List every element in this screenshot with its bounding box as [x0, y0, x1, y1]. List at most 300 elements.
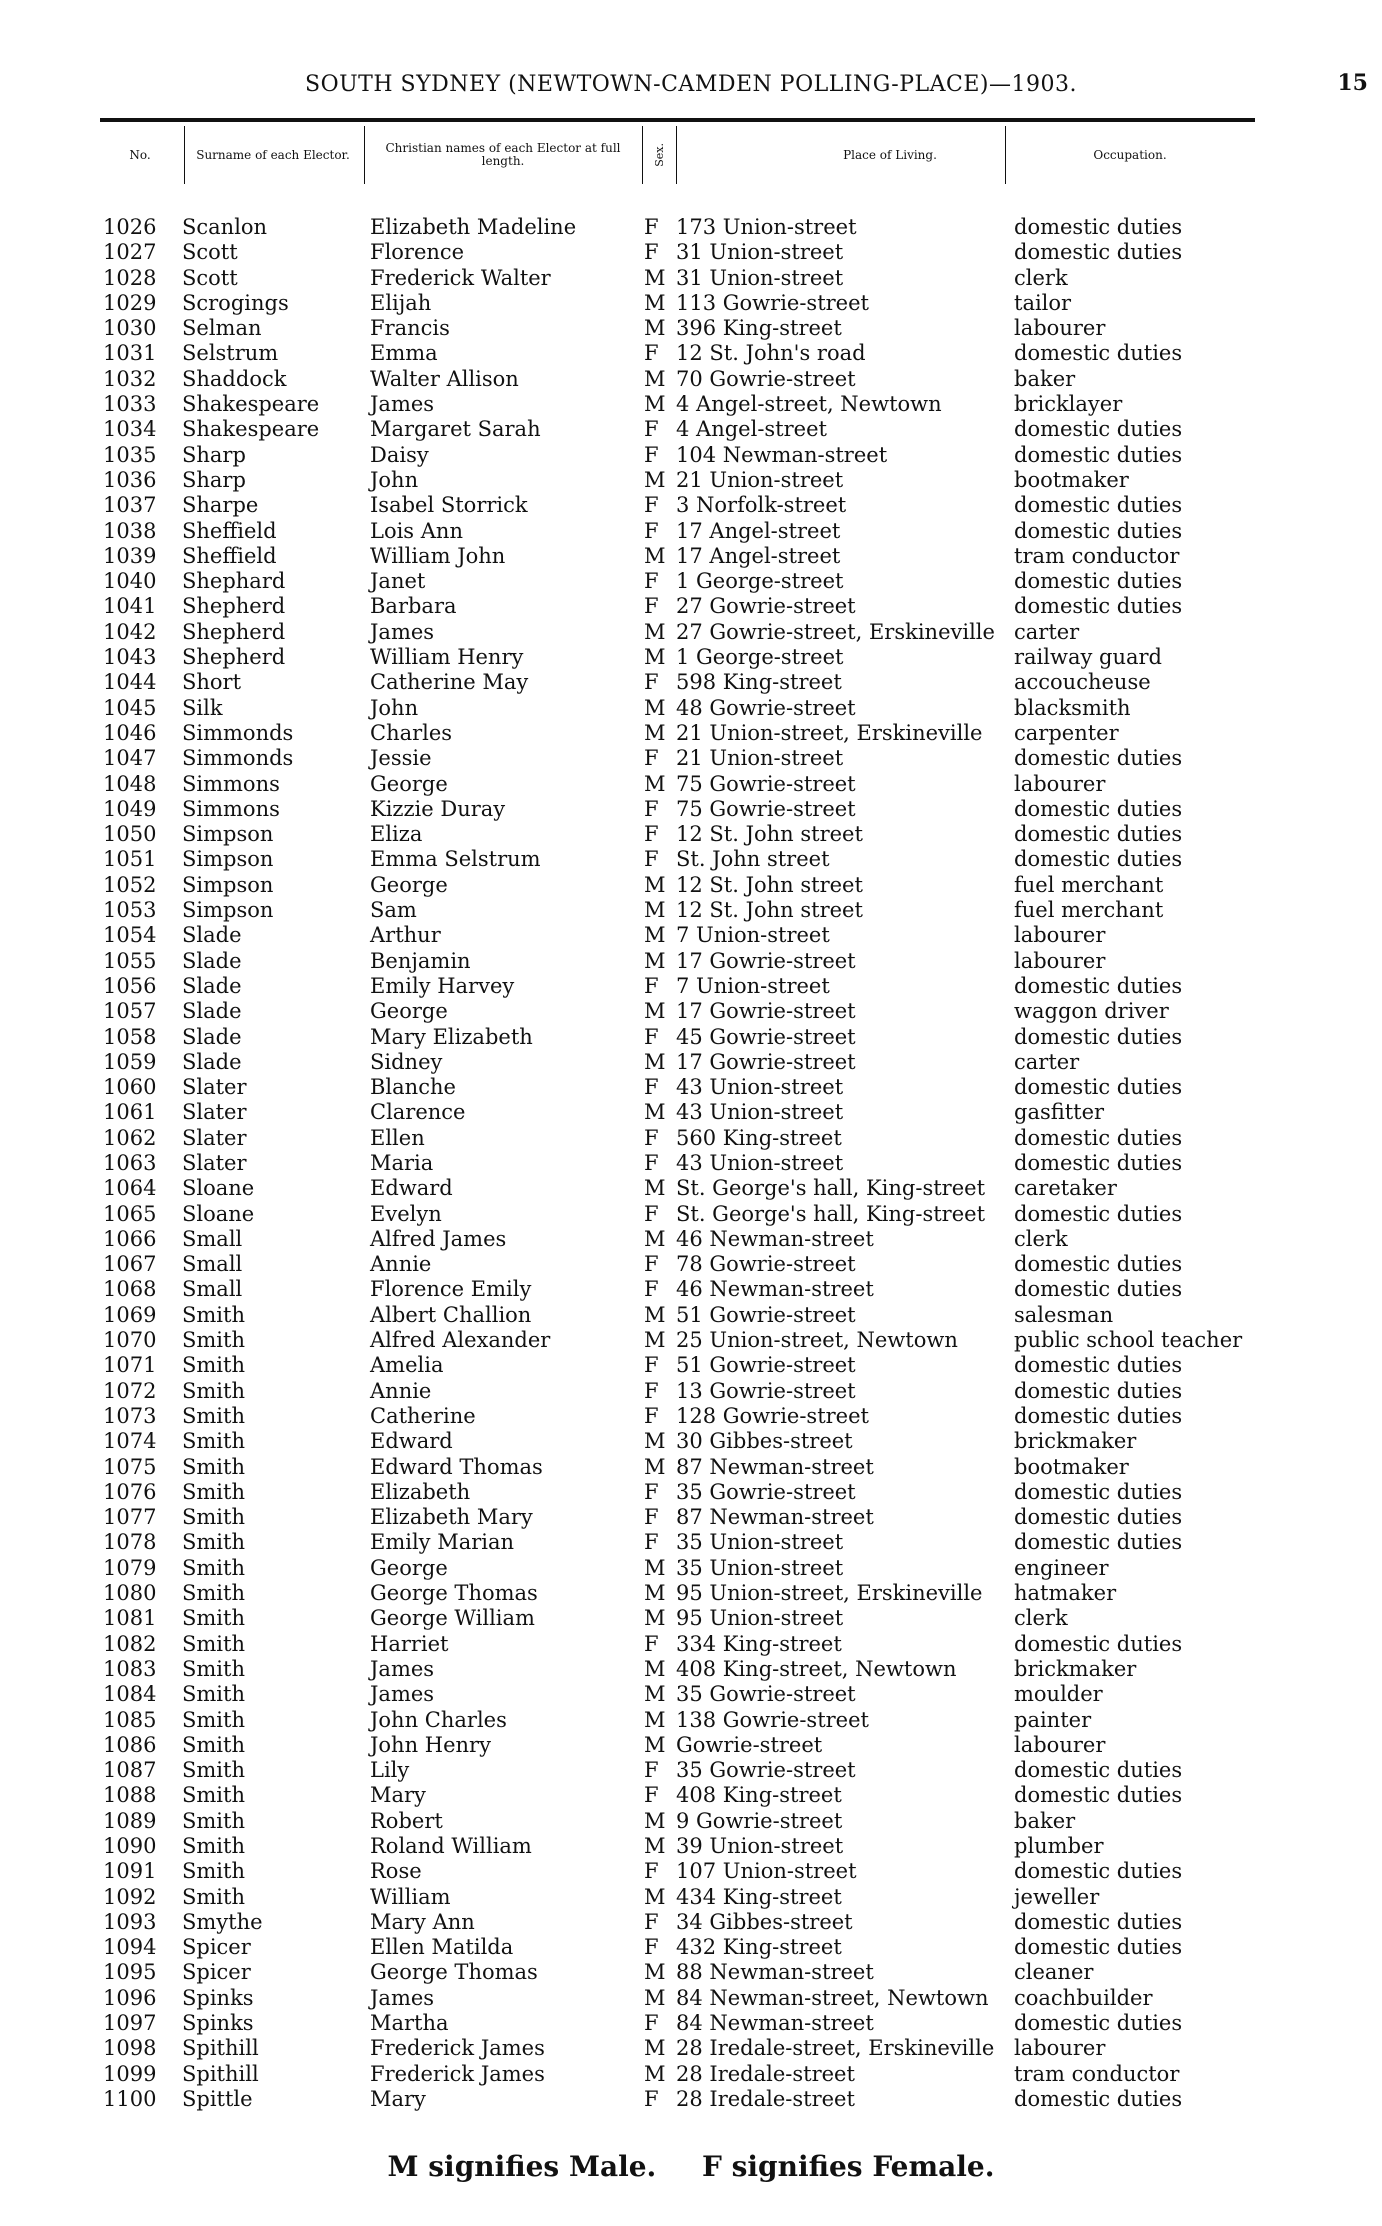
elector-occupation: bricklayer — [1014, 392, 1123, 417]
elector-sex: F — [644, 1909, 659, 1934]
elector-sex: M — [644, 1682, 666, 1707]
elector-place-of-living: Gowrie-street — [676, 1732, 823, 1757]
elector-sex: F — [644, 493, 659, 518]
elector-number: 1072 — [103, 1378, 157, 1403]
elector-number: 1094 — [103, 1935, 157, 1960]
elector-sex: M — [644, 316, 666, 341]
table-row — [0, 999, 1382, 1024]
table-row — [0, 1151, 1382, 1176]
elector-christian-names: Frederick Walter — [370, 265, 551, 290]
elector-surname: Sheffield — [182, 518, 277, 543]
elector-surname: Scrogings — [182, 290, 289, 315]
elector-surname: Scanlon — [182, 215, 268, 239]
table-row — [0, 1809, 1382, 1834]
elector-number: 1098 — [103, 2036, 157, 2061]
elector-number: 1054 — [103, 923, 157, 948]
elector-surname: Sharp — [182, 442, 246, 467]
elector-christian-names: Lois Ann — [370, 518, 463, 543]
elector-place-of-living: 1 George-street — [676, 645, 844, 670]
elector-christian-names: Mary — [370, 2086, 426, 2111]
elector-occupation: domestic duties — [1014, 215, 1183, 239]
elector-place-of-living: 21 Union-street — [676, 746, 844, 771]
elector-sex: M — [644, 695, 666, 720]
elector-occupation: tailor — [1014, 290, 1072, 315]
table-row — [0, 544, 1382, 569]
elector-surname: Selstrum — [182, 341, 279, 366]
table-row — [0, 417, 1382, 442]
elector-christian-names: Margaret Sarah — [370, 417, 541, 442]
elector-surname: Smythe — [182, 1909, 263, 1934]
elector-place-of-living: 84 Newman-street, Newtown — [676, 1985, 989, 2010]
elector-surname: Slade — [182, 973, 242, 998]
elector-place-of-living: 43 Union-street — [676, 1150, 844, 1175]
table-row — [0, 1783, 1382, 1808]
elector-sex: F — [644, 594, 659, 619]
elector-number: 1029 — [103, 290, 157, 315]
elector-occupation: labourer — [1014, 948, 1106, 973]
elector-sex: M — [644, 1302, 666, 1327]
elector-occupation: carpenter — [1014, 720, 1119, 745]
elector-sex: M — [644, 645, 666, 670]
elector-place-of-living: 173 Union-street — [676, 215, 857, 239]
elector-place-of-living: 7 Union-street — [676, 973, 830, 998]
elector-occupation: domestic duties — [1014, 569, 1183, 594]
elector-occupation: domestic duties — [1014, 594, 1183, 619]
column-divider — [1005, 126, 1006, 184]
elector-surname: Sloane — [182, 1176, 255, 1201]
elector-sex: F — [644, 973, 659, 998]
elector-number: 1035 — [103, 442, 157, 467]
elector-number: 1074 — [103, 1429, 157, 1454]
elector-christian-names: Edward Thomas — [370, 1454, 543, 1479]
elector-surname: Scott — [182, 240, 238, 265]
elector-sex: M — [644, 1555, 666, 1580]
elector-sex: F — [644, 847, 659, 872]
elector-sex: M — [644, 1328, 666, 1353]
elector-place-of-living: 75 Gowrie-street — [676, 771, 856, 796]
elector-surname: Simpson — [182, 898, 274, 923]
elector-christian-names: Emma — [370, 341, 438, 366]
elector-christian-names: Walter Allison — [370, 366, 519, 391]
elector-occupation: railway guard — [1014, 645, 1162, 670]
elector-occupation: domestic duties — [1014, 1505, 1183, 1530]
elector-number: 1063 — [103, 1150, 157, 1175]
elector-number: 1036 — [103, 467, 157, 492]
elector-number: 1049 — [103, 796, 157, 821]
elector-christian-names: Robert — [370, 1808, 443, 1833]
elector-surname: Smith — [182, 1884, 245, 1909]
elector-number: 1044 — [103, 670, 157, 695]
elector-surname: Simmons — [182, 796, 280, 821]
table-row — [0, 1682, 1382, 1707]
elector-occupation: domestic duties — [1014, 1252, 1183, 1277]
elector-occupation: labourer — [1014, 2036, 1106, 2061]
elector-occupation: domestic duties — [1014, 1403, 1183, 1428]
elector-number: 1068 — [103, 1277, 157, 1302]
elector-number: 1045 — [103, 695, 157, 720]
elector-occupation: domestic duties — [1014, 417, 1183, 442]
elector-sex: M — [644, 1960, 666, 1985]
table-row — [0, 1252, 1382, 1277]
elector-christian-names: Sidney — [370, 1049, 443, 1074]
elector-surname: Shepherd — [182, 619, 286, 644]
table-row — [0, 1328, 1382, 1353]
column-divider — [642, 126, 643, 184]
elector-sex: F — [644, 670, 659, 695]
table-row — [0, 392, 1382, 417]
elector-christian-names: Annie — [370, 1378, 432, 1403]
elector-occupation: domestic duties — [1014, 1859, 1183, 1884]
elector-christian-names: Isabel Storrick — [370, 493, 528, 518]
elector-christian-names: Alfred Alexander — [370, 1328, 551, 1353]
table-row — [0, 1581, 1382, 1606]
elector-occupation: waggon driver — [1014, 999, 1169, 1024]
elector-surname: Spittle — [182, 2086, 253, 2111]
elector-christian-names: Evelyn — [370, 1201, 442, 1226]
column-header-no: No. — [129, 147, 151, 162]
table-row — [0, 266, 1382, 291]
table-row — [0, 949, 1382, 974]
elector-surname: Spithill — [182, 2036, 259, 2061]
elector-number: 1061 — [103, 1100, 157, 1125]
elector-christian-names: Barbara — [370, 594, 457, 619]
elector-occupation: domestic duties — [1014, 1783, 1183, 1808]
elector-surname: Sheffield — [182, 543, 277, 568]
elector-christian-names: Emma Selstrum — [370, 847, 541, 872]
elector-place-of-living: 25 Union-street, Newtown — [676, 1328, 958, 1353]
table-row — [0, 696, 1382, 721]
elector-occupation: painter — [1014, 1707, 1092, 1732]
elector-sex: F — [644, 1530, 659, 1555]
table-row — [0, 974, 1382, 999]
elector-place-of-living: 138 Gowrie-street — [676, 1707, 869, 1732]
elector-number: 1047 — [103, 746, 157, 771]
elector-surname: Shepherd — [182, 594, 286, 619]
elector-place-of-living: 9 Gowrie-street — [676, 1808, 843, 1833]
elector-occupation: tram conductor — [1014, 543, 1180, 568]
elector-occupation: carter — [1014, 1049, 1080, 1074]
elector-surname: Smith — [182, 1758, 245, 1783]
elector-sex: F — [644, 442, 659, 467]
elector-surname: Smith — [182, 1707, 245, 1732]
elector-occupation: caretaker — [1014, 1176, 1117, 1201]
elector-place-of-living: 17 Angel-street — [676, 543, 841, 568]
elector-occupation: labourer — [1014, 1732, 1106, 1757]
elector-occupation: jeweller — [1014, 1884, 1100, 1909]
elector-christian-names: Daisy — [370, 442, 429, 467]
elector-sex: M — [644, 771, 666, 796]
elector-sex: F — [644, 1378, 659, 1403]
elector-place-of-living: 21 Union-street, Erskineville — [676, 720, 983, 745]
table-row — [0, 569, 1382, 594]
elector-christian-names: William — [370, 1884, 451, 1909]
elector-place-of-living: 128 Gowrie-street — [676, 1403, 869, 1428]
elector-christian-names: Elijah — [370, 290, 432, 315]
elector-christian-names: Emily Harvey — [370, 973, 515, 998]
table-row — [0, 1126, 1382, 1151]
elector-christian-names: George Thomas — [370, 1960, 538, 1985]
table-row — [0, 797, 1382, 822]
column-header-christian-names: Christian names of each Elector at full length. — [385, 141, 621, 168]
elector-sex: F — [644, 417, 659, 442]
elector-christian-names: Frederick James — [370, 2036, 545, 2061]
table-row — [0, 746, 1382, 771]
elector-surname: Smith — [182, 1353, 245, 1378]
elector-christian-names: William Henry — [370, 645, 524, 670]
elector-sex: M — [644, 265, 666, 290]
elector-sex: F — [644, 1075, 659, 1100]
elector-occupation: domestic duties — [1014, 1353, 1183, 1378]
table-row — [0, 1176, 1382, 1201]
elector-occupation: domestic duties — [1014, 1530, 1183, 1555]
elector-occupation: domestic duties — [1014, 1024, 1183, 1049]
table-row — [0, 1025, 1382, 1050]
elector-place-of-living: 51 Gowrie-street — [676, 1353, 856, 1378]
elector-surname: Slade — [182, 923, 242, 948]
elector-occupation: domestic duties — [1014, 1125, 1183, 1150]
elector-occupation: domestic duties — [1014, 1150, 1183, 1175]
table-row — [0, 519, 1382, 544]
elector-number: 1056 — [103, 973, 157, 998]
elector-occupation: domestic duties — [1014, 1758, 1183, 1783]
elector-place-of-living: 4 Angel-street — [676, 417, 827, 442]
table-row — [0, 1505, 1382, 1530]
elector-number: 1043 — [103, 645, 157, 670]
elector-surname: Simmons — [182, 771, 280, 796]
elector-occupation: hatmaker — [1014, 1581, 1117, 1606]
elector-number: 1060 — [103, 1075, 157, 1100]
elector-place-of-living: 1 George-street — [676, 569, 844, 594]
elector-surname: Slater — [182, 1100, 247, 1125]
elector-place-of-living: 35 Union-street — [676, 1555, 844, 1580]
elector-place-of-living: 107 Union-street — [676, 1859, 857, 1884]
elector-number: 1039 — [103, 543, 157, 568]
elector-surname: Smith — [182, 1378, 245, 1403]
elector-occupation: domestic duties — [1014, 2086, 1183, 2111]
elector-christian-names: James — [370, 1682, 435, 1707]
elector-surname: Sloane — [182, 1201, 255, 1226]
elector-number: 1069 — [103, 1302, 157, 1327]
table-row — [0, 1834, 1382, 1859]
elector-sex: M — [644, 290, 666, 315]
elector-place-of-living: 84 Newman-street — [676, 2011, 874, 2036]
elector-surname: Simpson — [182, 847, 274, 872]
elector-sex: F — [644, 2011, 659, 2036]
elector-christian-names: Rose — [370, 1859, 422, 1884]
elector-place-of-living: 78 Gowrie-street — [676, 1252, 856, 1277]
elector-number: 1093 — [103, 1909, 157, 1934]
table-row — [0, 316, 1382, 341]
elector-occupation: domestic duties — [1014, 822, 1183, 847]
elector-sex: M — [644, 2036, 666, 2061]
elector-place-of-living: 432 King-street — [676, 1935, 842, 1960]
elector-place-of-living: 598 King-street — [676, 670, 842, 695]
elector-christian-names: Mary Elizabeth — [370, 1024, 533, 1049]
elector-number: 1084 — [103, 1682, 157, 1707]
elector-number: 1026 — [103, 215, 157, 239]
elector-sex: M — [644, 1656, 666, 1681]
table-row — [0, 594, 1382, 619]
elector-surname: Slade — [182, 1024, 242, 1049]
elector-occupation: brickmaker — [1014, 1429, 1137, 1454]
table-row — [0, 898, 1382, 923]
elector-sex: M — [644, 1429, 666, 1454]
elector-number: 1075 — [103, 1454, 157, 1479]
elector-number: 1037 — [103, 493, 157, 518]
elector-christian-names: Blanche — [370, 1075, 456, 1100]
elector-place-of-living: 4 Angel-street, Newtown — [676, 392, 942, 417]
elector-number: 1038 — [103, 518, 157, 543]
elector-number: 1091 — [103, 1859, 157, 1884]
elector-christian-names: John — [370, 467, 419, 492]
elector-surname: Selman — [182, 316, 262, 341]
elector-sex: M — [644, 720, 666, 745]
elector-christian-names: George — [370, 1555, 448, 1580]
table-row — [0, 1859, 1382, 1884]
elector-place-of-living: 434 King-street — [676, 1884, 842, 1909]
elector-surname: Slade — [182, 948, 242, 973]
elector-place-of-living: 34 Gibbes-street — [676, 1909, 853, 1934]
elector-occupation: accoucheuse — [1014, 670, 1151, 695]
elector-place-of-living: 31 Union-street — [676, 240, 844, 265]
elector-sex: F — [644, 240, 659, 265]
elector-christian-names: Clarence — [370, 1100, 466, 1125]
column-divider — [184, 126, 185, 184]
elector-number: 1077 — [103, 1505, 157, 1530]
elector-occupation: clerk — [1014, 1606, 1068, 1631]
elector-surname: Sharpe — [182, 493, 259, 518]
table-row — [0, 2011, 1382, 2036]
elector-occupation: cleaner — [1014, 1960, 1094, 1985]
elector-number: 1058 — [103, 1024, 157, 1049]
elector-number: 1051 — [103, 847, 157, 872]
elector-number: 1062 — [103, 1125, 157, 1150]
elector-number: 1073 — [103, 1403, 157, 1428]
elector-surname: Smith — [182, 1429, 245, 1454]
table-row — [0, 2087, 1382, 2112]
elector-sex: F — [644, 1758, 659, 1783]
elector-christian-names: Mary — [370, 1783, 426, 1808]
table-row — [0, 2036, 1382, 2061]
elector-occupation: domestic duties — [1014, 1909, 1183, 1934]
elector-list — [0, 215, 1382, 2112]
elector-number: 1034 — [103, 417, 157, 442]
elector-christian-names: James — [370, 619, 435, 644]
elector-number: 1067 — [103, 1252, 157, 1277]
elector-number: 1088 — [103, 1783, 157, 1808]
elector-place-of-living: 46 Newman-street — [676, 1277, 874, 1302]
elector-place-of-living: 560 King-street — [676, 1125, 842, 1150]
elector-place-of-living: 70 Gowrie-street — [676, 366, 856, 391]
elector-occupation: clerk — [1014, 265, 1068, 290]
table-row — [0, 493, 1382, 518]
elector-place-of-living: 45 Gowrie-street — [676, 1024, 856, 1049]
column-header-sex — [646, 122, 672, 188]
elector-occupation: domestic duties — [1014, 973, 1183, 998]
elector-number: 1052 — [103, 872, 157, 897]
elector-sex: M — [644, 1454, 666, 1479]
column-header-sex-label: Sex. — [652, 143, 666, 167]
elector-christian-names: Alfred James — [370, 1226, 507, 1251]
elector-number: 1031 — [103, 341, 157, 366]
table-row — [0, 215, 1382, 240]
table-row — [0, 1935, 1382, 1960]
elector-number: 1092 — [103, 1884, 157, 1909]
elector-place-of-living: 28 Iredale-street — [676, 2086, 855, 2111]
elector-place-of-living: 35 Gowrie-street — [676, 1682, 856, 1707]
table-row — [0, 1556, 1382, 1581]
elector-number: 1053 — [103, 898, 157, 923]
table-row — [0, 1960, 1382, 1985]
elector-surname: Smith — [182, 1606, 245, 1631]
elector-occupation: domestic duties — [1014, 1277, 1183, 1302]
elector-number: 1100 — [103, 2086, 157, 2111]
elector-sex: M — [644, 1732, 666, 1757]
elector-number: 1066 — [103, 1226, 157, 1251]
elector-christian-names: Martha — [370, 2011, 449, 2036]
elector-occupation: domestic duties — [1014, 847, 1183, 872]
page-number: 15 — [1337, 70, 1368, 96]
elector-sex: M — [644, 1834, 666, 1858]
table-row — [0, 1202, 1382, 1227]
elector-occupation: domestic duties — [1014, 1075, 1183, 1100]
elector-sex: M — [644, 2061, 666, 2086]
elector-surname: Smith — [182, 1859, 245, 1884]
elector-number: 1065 — [103, 1201, 157, 1226]
elector-sex: F — [644, 215, 659, 239]
elector-number: 1086 — [103, 1732, 157, 1757]
table-row — [0, 443, 1382, 468]
elector-number: 1059 — [103, 1049, 157, 1074]
elector-number: 1082 — [103, 1631, 157, 1656]
elector-occupation: baker — [1014, 1808, 1076, 1833]
elector-place-of-living: 87 Newman-street — [676, 1505, 874, 1530]
elector-occupation: moulder — [1014, 1682, 1103, 1707]
elector-christian-names: Kizzie Duray — [370, 796, 506, 821]
elector-christian-names: Edward — [370, 1176, 453, 1201]
elector-christian-names: Harriet — [370, 1631, 449, 1656]
elector-place-of-living: 35 Union-street — [676, 1530, 844, 1555]
elector-number: 1070 — [103, 1328, 157, 1353]
elector-sex: F — [644, 1150, 659, 1175]
table-row — [0, 1404, 1382, 1429]
elector-place-of-living: 39 Union-street — [676, 1834, 844, 1858]
elector-surname: Smith — [182, 1783, 245, 1808]
table-row — [0, 367, 1382, 392]
elector-place-of-living: 46 Newman-street — [676, 1226, 874, 1251]
elector-place-of-living: 408 King-street — [676, 1783, 842, 1808]
elector-sex: M — [644, 1985, 666, 2010]
elector-number: 1057 — [103, 999, 157, 1024]
column-header-row — [100, 118, 1255, 188]
elector-christian-names: John Charles — [370, 1707, 507, 1732]
table-row — [0, 620, 1382, 645]
table-row — [0, 468, 1382, 493]
elector-number: 1033 — [103, 392, 157, 417]
elector-number: 1071 — [103, 1353, 157, 1378]
elector-sex: F — [644, 1353, 659, 1378]
elector-christian-names: Elizabeth — [370, 1479, 471, 1504]
elector-christian-names: Francis — [370, 316, 450, 341]
elector-sex: F — [644, 518, 659, 543]
elector-occupation: domestic duties — [1014, 796, 1183, 821]
elector-place-of-living: 48 Gowrie-street — [676, 695, 856, 720]
column-header-place: Place of Living. — [843, 147, 937, 162]
table-row — [0, 1733, 1382, 1758]
elector-surname: Smith — [182, 1732, 245, 1757]
elector-sex: M — [644, 872, 666, 897]
elector-surname: Shephard — [182, 569, 286, 594]
